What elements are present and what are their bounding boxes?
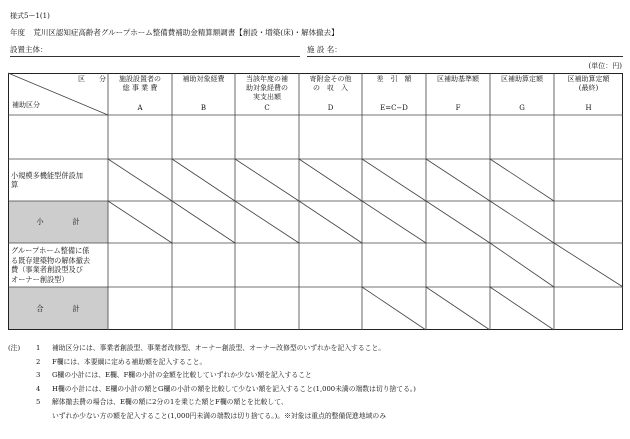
column-header-title: 助対象経費の xyxy=(246,84,288,92)
note-text: G欄の小計には、E欄、F欄の小計の金額を比較していずれか少ない額を記入すること xyxy=(52,371,312,379)
not-applicable-diagonal xyxy=(426,287,490,330)
not-applicable-diagonal xyxy=(362,287,426,330)
title-row xyxy=(10,28,339,38)
column-header-title: 寄附金その他 xyxy=(309,75,352,83)
note-text: 補助区分には、事業者創設型、事業者改修型、オーナー創設型、オーナー改修型のいずれかを記入すること。 xyxy=(52,344,386,352)
row-label-line: オーナー創設型） xyxy=(11,274,69,284)
row-label-line: 小規模多機能型併設加 xyxy=(11,170,83,180)
column-header-g xyxy=(490,73,554,115)
not-applicable-diagonal xyxy=(235,159,299,201)
column-header-letter: A xyxy=(137,104,143,112)
column-header-title: 総 事 業 費 xyxy=(122,84,158,92)
note-number: 5 xyxy=(36,398,41,406)
notes-prefix: (注) xyxy=(8,344,21,352)
establisher-label: 設置主体： xyxy=(10,45,48,54)
column-header-letter: E=C−D xyxy=(380,104,408,112)
not-applicable-diagonal xyxy=(490,243,554,287)
column-header-b xyxy=(172,73,235,115)
settlement-table xyxy=(8,73,623,344)
corner-category-label: 補助区分 xyxy=(12,101,40,109)
column-header-c xyxy=(235,73,299,115)
not-applicable-diagonal xyxy=(362,201,426,243)
column-header-d xyxy=(299,73,362,115)
column-header-title: 区補助算定額 xyxy=(567,75,610,83)
not-applicable-diagonal xyxy=(172,159,235,201)
column-header-letter: B xyxy=(200,104,207,112)
column-header-a xyxy=(108,73,172,115)
note-number: 3 xyxy=(36,371,41,379)
row-label xyxy=(8,287,108,330)
row-label xyxy=(8,201,108,243)
establisher-field[interactable] xyxy=(10,56,300,57)
column-header-title: 施設設置者の xyxy=(119,75,161,83)
not-applicable-diagonal xyxy=(235,201,299,243)
not-applicable-diagonal xyxy=(490,159,554,201)
not-applicable-diagonal xyxy=(490,287,554,330)
document-title: 荒川区認知症高齢者グループホーム整備費補助金精算額調書【創設・増築(床)・解体撤去】 xyxy=(33,28,339,37)
note-text: 解体撤去費の場合は、E欄の額に2分の1を乗じた額とF欄の額とを比較して、 xyxy=(52,398,288,406)
column-header-title: 実支出額 xyxy=(253,93,281,101)
note-text: F欄には、本要綱に定める補助額を記入すること。 xyxy=(52,357,207,366)
note-number: 1 xyxy=(36,344,41,352)
corner-division-label: 区 分 xyxy=(78,75,106,83)
not-applicable-diagonal xyxy=(426,201,490,243)
column-header-f xyxy=(426,73,490,115)
row-label xyxy=(8,159,108,201)
note-number: 4 xyxy=(36,384,41,393)
not-applicable-diagonal xyxy=(172,201,235,243)
column-header-title: 差 引 額 xyxy=(376,75,412,83)
row-label-line: 算 xyxy=(11,180,19,189)
column-header-ecd xyxy=(362,73,426,115)
row-label-line: 費（事業者創設型及び xyxy=(11,265,83,274)
facility-field[interactable] xyxy=(307,56,623,57)
column-header-h xyxy=(554,73,623,115)
note-text: H欄の小計には、E欄の小計の額とG欄の小計の額を比較して少ない額を記入すること(1,000未満の端数は切り捨てる。) xyxy=(52,384,416,393)
not-applicable-diagonal xyxy=(362,159,426,201)
column-header-title: 補助対象経費 xyxy=(182,75,225,83)
note-text: いずれか少ない方の額を記入すること(1,000円未満の端数は切り捨てる。)。※対象は重点的整備促進地域のみ xyxy=(52,411,387,420)
not-applicable-diagonal xyxy=(108,159,172,201)
era-suffix: 年度 xyxy=(10,28,25,37)
column-header-letter: G xyxy=(519,104,525,112)
not-applicable-diagonal xyxy=(299,159,362,201)
not-applicable-diagonal xyxy=(426,159,490,201)
not-applicable-diagonal xyxy=(490,201,554,243)
row-label-line: 小 計 xyxy=(36,217,80,227)
row-label-line: る既存建築物の解体撤去 xyxy=(11,255,91,265)
column-header-title: の 収 入 xyxy=(313,84,348,92)
unit-label: (単位：円) xyxy=(588,62,622,70)
row-label xyxy=(8,243,108,287)
form-number: 様式5ー1(1) xyxy=(10,12,50,20)
note-number: 2 xyxy=(36,357,41,366)
not-applicable-diagonal xyxy=(299,201,362,243)
column-header-title: 区補助算定額 xyxy=(501,75,543,83)
column-header-letter: F xyxy=(455,104,461,112)
column-header-letter: C xyxy=(264,104,270,112)
column-header-letter: D xyxy=(327,104,334,112)
facility-label: 施 設 名： xyxy=(307,45,342,54)
not-applicable-diagonal xyxy=(108,201,172,243)
row-label-line: 合 計 xyxy=(36,303,80,313)
column-header-title: (最終) xyxy=(578,84,599,92)
column-header-letter: H xyxy=(585,104,592,112)
column-header-title: 当該年度の補 xyxy=(246,75,288,83)
column-header-title: 区補助基準額 xyxy=(437,75,479,83)
row-label-line: グループホーム整備に係 xyxy=(11,246,90,255)
not-applicable-diagonal xyxy=(554,243,623,287)
